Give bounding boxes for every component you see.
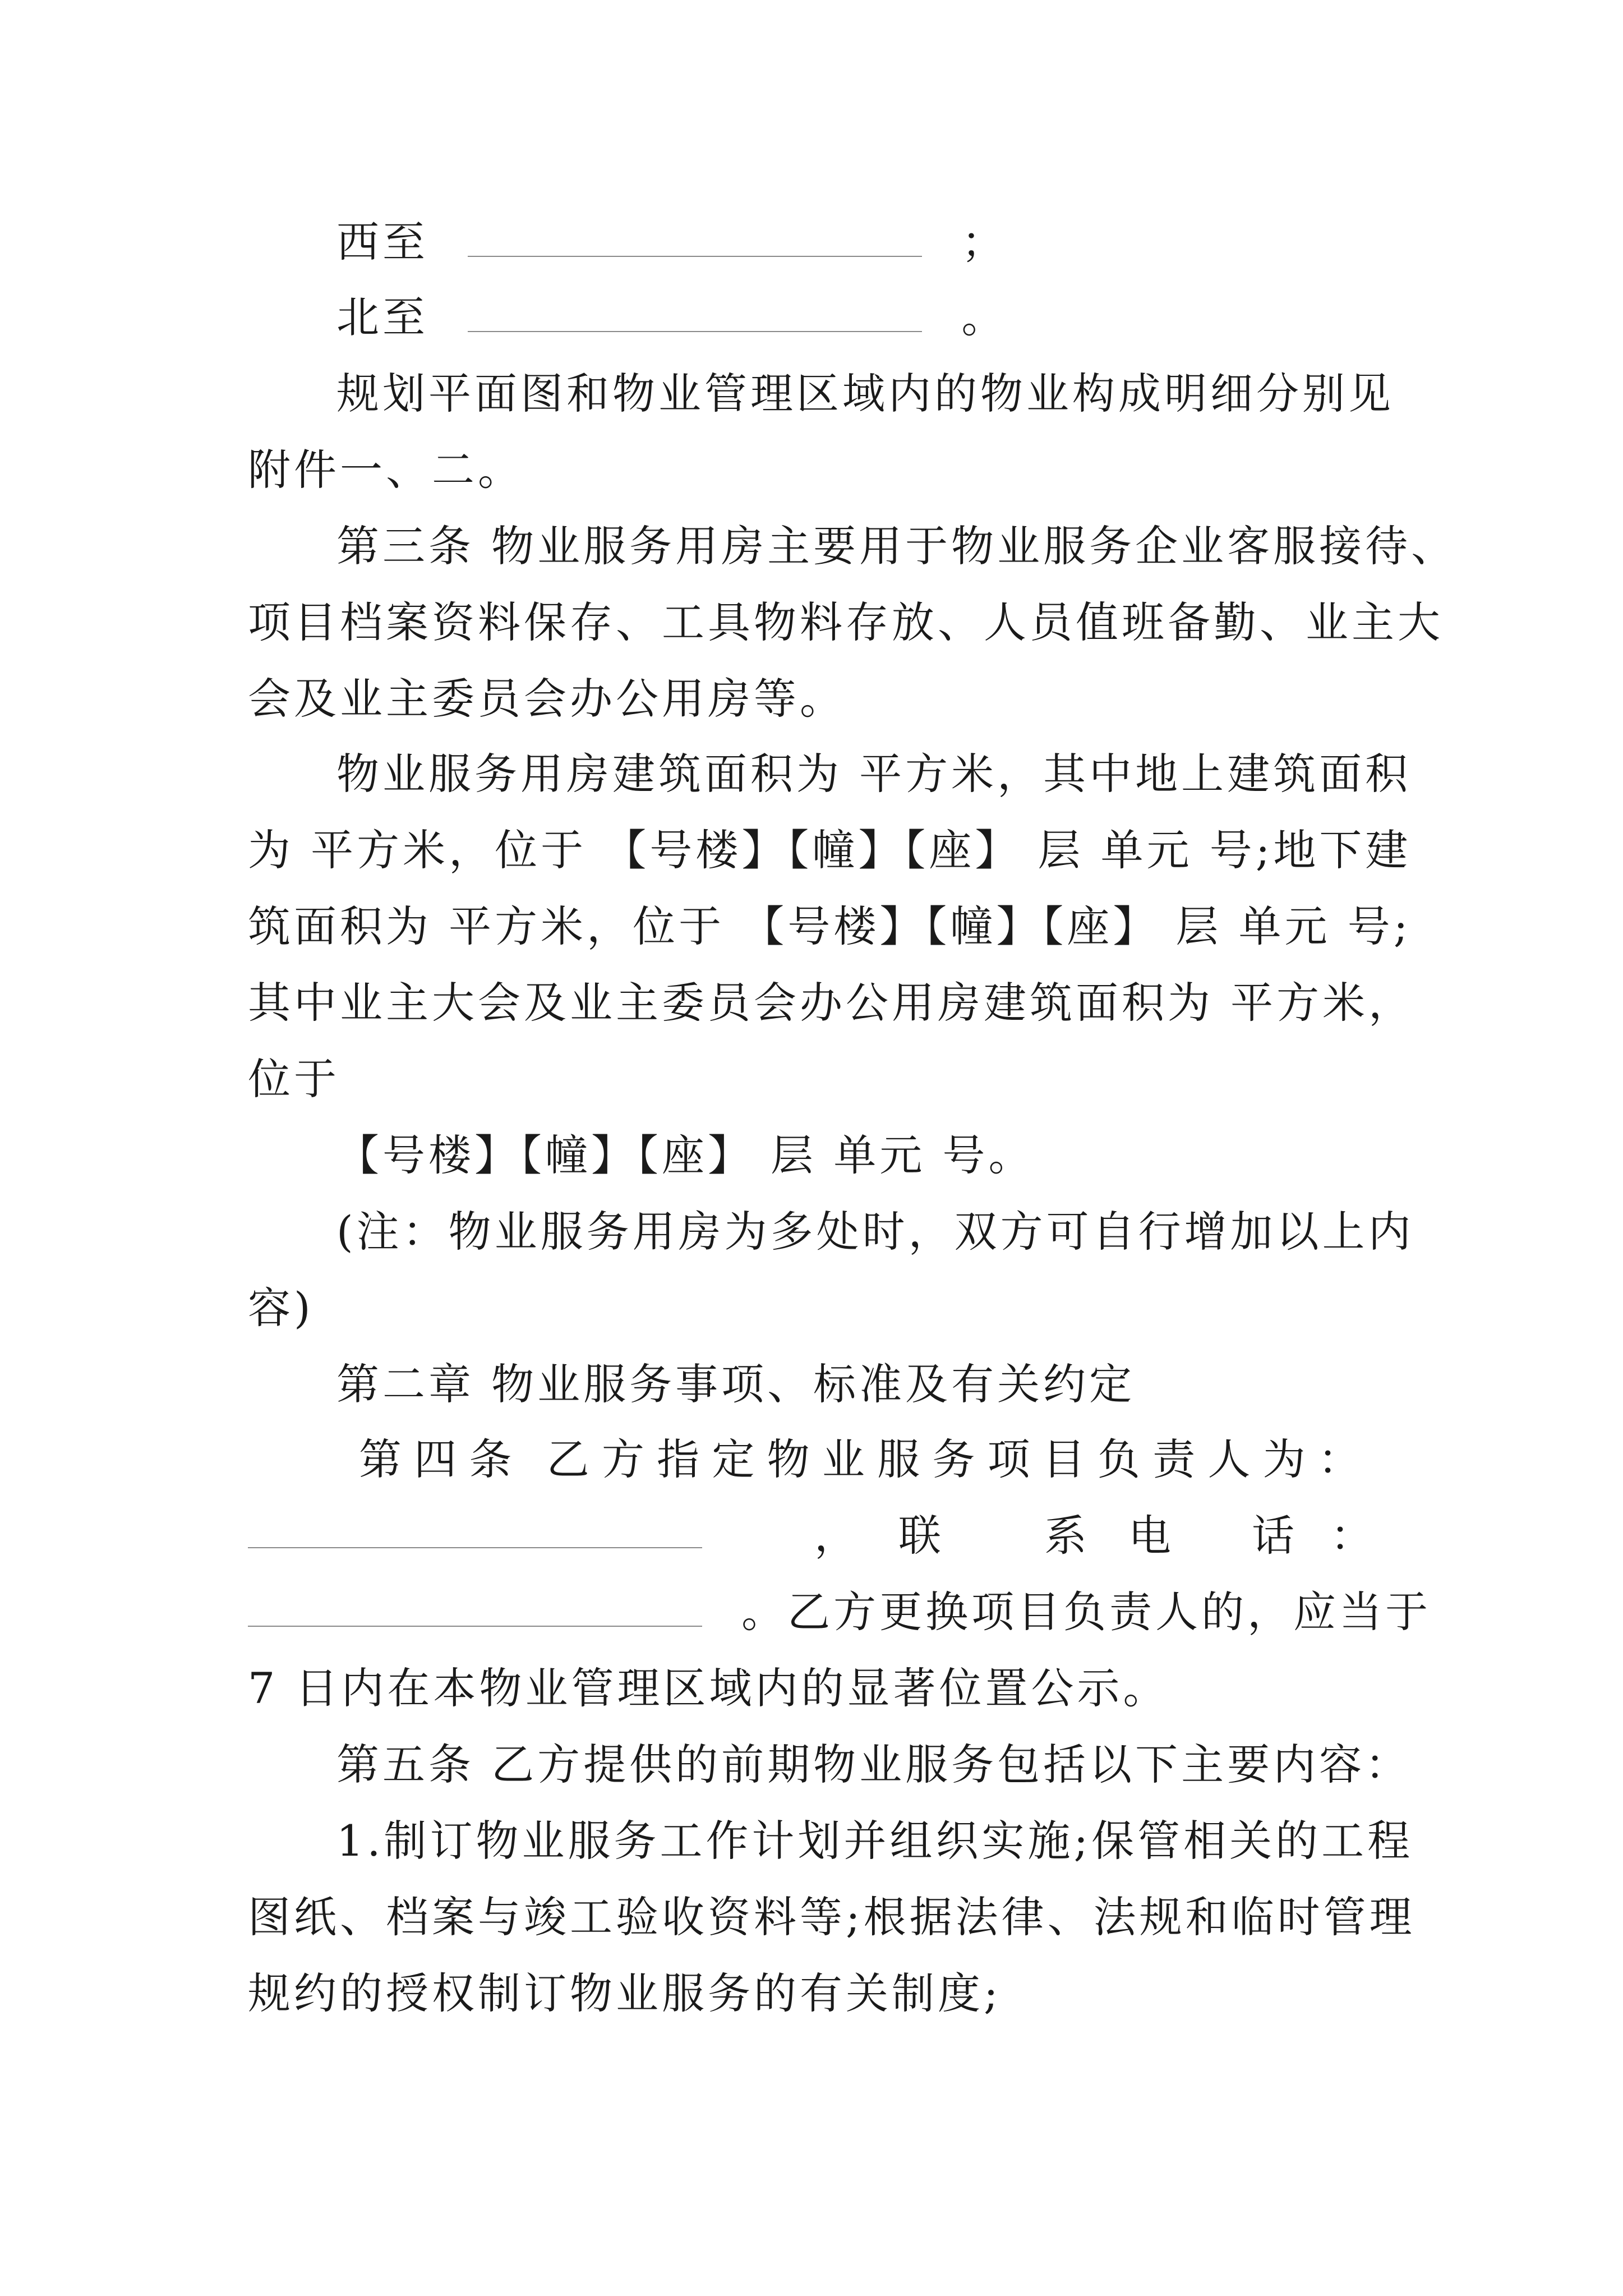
paragraph-line: 其中业主大会及业主委员会办公用房建筑面积为 平方米， — [248, 978, 1415, 1028]
article-five-heading: 第五条 乙方提供的前期物业服务包括以下主要内容： — [336, 1740, 1412, 1789]
text-char: 方 — [601, 1434, 648, 1484]
west-boundary-line — [336, 214, 1375, 270]
paragraph-line: 7 日内在本物业管理区域内的显著位置公示。 — [248, 1663, 1169, 1713]
text-char: 电 — [1128, 1511, 1174, 1561]
article-four-line — [359, 1432, 1364, 1488]
text-char: 乙 — [546, 1434, 593, 1484]
text-char: 服 — [877, 1434, 924, 1484]
text-char: 人 — [1207, 1434, 1254, 1484]
phone-number-blank — [248, 1586, 702, 1627]
text-char: 负 — [1098, 1434, 1144, 1484]
paragraph-line: 规划平面图和物业管理区域内的物业构成明细分别见 — [336, 369, 1394, 418]
north-blank — [468, 292, 922, 332]
text-char: 务 — [932, 1434, 979, 1484]
manager-name-blank — [248, 1508, 702, 1548]
west-suffix: ； — [961, 217, 1008, 267]
note-line: 容) — [248, 1283, 314, 1333]
text-char: 目 — [1042, 1434, 1089, 1484]
paragraph-line: 筑面积为 平方米，位于 【号楼】【幢】【座】 层 单元 号; — [248, 901, 1412, 951]
text-char: 业 — [822, 1434, 868, 1484]
text-char: 指 — [657, 1434, 703, 1484]
paragraph-line: 物业服务用房建筑面积为 平方米，其中地上建筑面积 — [336, 749, 1412, 799]
text-char: ： — [1330, 1511, 1376, 1561]
paragraph-text: 。乙方更换项目负责人的，应当于 — [741, 1587, 1432, 1637]
text-char: 项 — [987, 1434, 1034, 1484]
text-char: 为 — [1262, 1434, 1309, 1484]
paragraph-line: 规约的授权制订物业服务的有关制度; — [248, 1968, 1002, 2018]
text-char: 责 — [1152, 1434, 1199, 1484]
paragraph-line: 为 平方米，位于 【号楼】【幢】【座】 层 单元 号;地下建 — [248, 825, 1412, 875]
text-char: 系 — [1044, 1511, 1090, 1561]
north-label: 北至 — [336, 292, 428, 342]
text-char: ， — [814, 1511, 860, 1561]
paragraph-line: 【号楼】【幢】【座】 层 单元 号。 — [336, 1130, 1035, 1180]
paragraph-line: 附件一、二。 — [248, 445, 524, 495]
article-three-heading: 第三条 物业服务用房主要用于物业服务企业客服接待、 — [336, 521, 1458, 571]
contact-line — [248, 1508, 1375, 1564]
phone-line — [248, 1584, 1432, 1640]
text-char: ： — [1317, 1434, 1364, 1484]
north-boundary-line — [336, 289, 1375, 346]
note-line: (注：物业服务用房为多处时，双方可自行增加以上内 — [336, 1207, 1414, 1257]
list-item: 1.制订物业服务工作计划并组织实施;保管相关的工程 — [336, 1816, 1414, 1866]
north-suffix: 。 — [961, 292, 1008, 342]
west-blank — [468, 217, 922, 257]
west-label: 西至 — [336, 217, 428, 267]
paragraph-line: 图纸、档案与竣工验收资料等;根据法律、法规和临时管理 — [248, 1892, 1415, 1942]
paragraph-line: 位于 — [248, 1054, 340, 1104]
text-char: 联 — [898, 1511, 944, 1561]
chapter-two-heading: 第二章 物业服务事项、标准及有关约定 — [336, 1359, 1136, 1409]
text-char: 物 — [767, 1434, 813, 1484]
paragraph-line: 项目档案资料保存、工具物料存放、人员值班备勤、业主大 — [248, 597, 1444, 647]
paragraph-line: 会及业主委员会办公用房等。 — [248, 674, 846, 724]
text-char: 第 — [359, 1434, 405, 1484]
text-char: 四 — [414, 1434, 460, 1484]
text-char: 话 — [1252, 1511, 1298, 1561]
text-char: 条 — [469, 1434, 515, 1484]
text-char: 定 — [712, 1434, 758, 1484]
